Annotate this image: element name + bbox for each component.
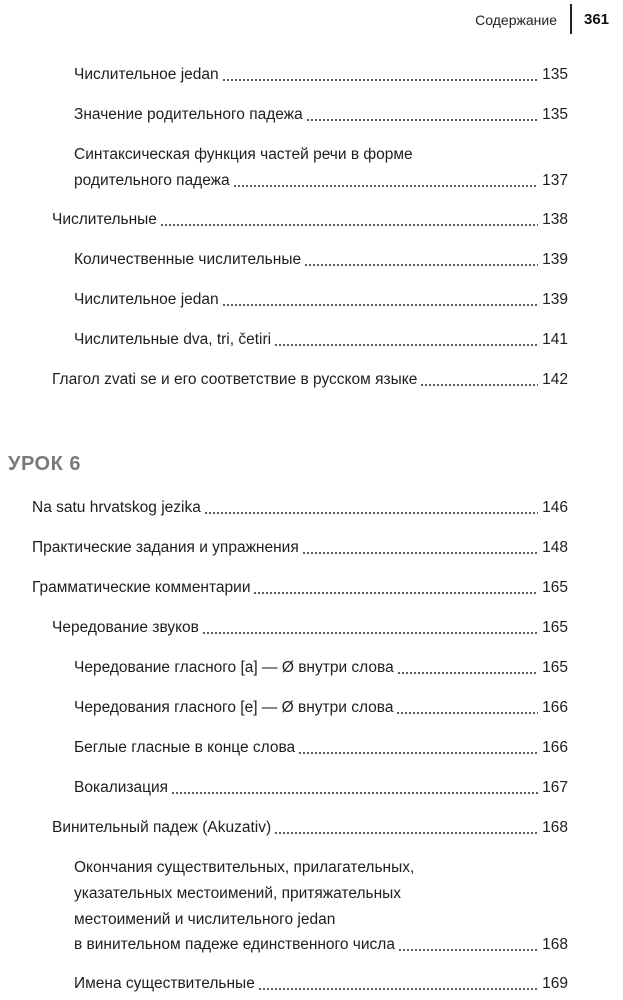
- dot-leader: [258, 988, 538, 990]
- toc-entry-title: Числительное jedan: [74, 291, 219, 308]
- dot-leader: [222, 304, 539, 306]
- toc-entry-title-line: Окончания существительных, прилагательных,: [74, 859, 415, 876]
- toc-entry-page: 169: [542, 975, 568, 992]
- toc-entry-title-line: местоимений и числительного jedan: [74, 911, 336, 928]
- running-title: Содержание: [475, 12, 557, 28]
- toc-entry[interactable]: [52, 818, 568, 838]
- toc-entry[interactable]: [32, 538, 568, 558]
- toc-entry-page: 148: [542, 539, 568, 556]
- dot-leader: [253, 592, 538, 594]
- toc-entry[interactable]: [74, 250, 568, 270]
- dot-leader: [397, 672, 538, 674]
- toc-entry-title: Количественные числительные: [74, 251, 302, 268]
- toc-entry-title-line: Синтаксическая функция частей речи в форме: [74, 146, 413, 163]
- dot-leader: [302, 552, 538, 554]
- toc-entry-page: 141: [542, 331, 568, 348]
- toc-entry-page: 165: [542, 579, 568, 596]
- toc-entry-page: 135: [542, 66, 568, 83]
- dot-leader: [298, 752, 538, 754]
- dot-leader: [274, 832, 538, 834]
- toc-entry-page: 166: [542, 699, 568, 716]
- toc-entry-page: 142: [542, 371, 568, 388]
- toc-entry-title: Имена существительные: [74, 975, 255, 992]
- lesson-heading: УРОК 6: [8, 453, 81, 475]
- dot-leader: [274, 344, 538, 346]
- toc-entry[interactable]: [52, 370, 568, 390]
- toc-entry-title: Числительные dva, tri, četiri: [74, 331, 272, 348]
- toc-entry-page: 139: [542, 291, 568, 308]
- toc-entry-page: 146: [542, 499, 568, 516]
- dot-leader: [171, 792, 538, 794]
- toc-entry[interactable]: [74, 935, 568, 955]
- dot-leader: [204, 512, 538, 514]
- toc-entry-title: Чередование звуков: [52, 619, 199, 636]
- dot-leader: [233, 185, 538, 187]
- toc-entry-title: Вокализация: [74, 779, 169, 796]
- toc-entry[interactable]: [32, 498, 568, 518]
- toc-entry-page: 165: [542, 659, 568, 676]
- toc-entry-title: Числительные: [52, 211, 157, 228]
- toc-entry[interactable]: [74, 171, 568, 191]
- toc-entry-title: Беглые гласные в конце слова: [74, 739, 296, 756]
- toc-entry-page: 165: [542, 619, 568, 636]
- toc-entry-page: 168: [542, 936, 568, 953]
- dot-leader: [222, 79, 539, 81]
- toc-entry-page: 137: [542, 172, 568, 189]
- toc-entry-page: 139: [542, 251, 568, 268]
- toc-entry[interactable]: [74, 738, 568, 758]
- dot-leader: [160, 224, 538, 226]
- toc-entry-title: Чередование гласного [a] — Ø внутри слова: [74, 659, 394, 676]
- dot-leader: [398, 949, 538, 951]
- toc-entry[interactable]: [74, 290, 568, 310]
- toc-entry-title: Глагол zvati se и его соответствие в русском языке: [52, 371, 418, 388]
- toc-entry-page: 167: [542, 779, 568, 796]
- toc-entry-title: Числительное jedan: [74, 66, 219, 83]
- toc-entry-page: 166: [542, 739, 568, 756]
- toc-entry-page: 168: [542, 819, 568, 836]
- toc-entry[interactable]: [52, 210, 568, 230]
- toc-entry-page: 138: [542, 211, 568, 228]
- dot-leader: [306, 119, 538, 121]
- dot-leader: [420, 384, 538, 386]
- toc-entry[interactable]: [74, 330, 568, 350]
- toc-entry[interactable]: [74, 698, 568, 718]
- toc-entry-title: Винительный падеж (Akuzativ): [52, 819, 272, 836]
- toc-entry-title-line: указательных местоимений, притяжательных: [74, 885, 402, 902]
- toc-entry[interactable]: [74, 105, 568, 125]
- dot-leader: [202, 632, 538, 634]
- toc-entry-title: Значение родительного падежа: [74, 106, 303, 123]
- toc-entry[interactable]: [74, 778, 568, 798]
- toc-entry-title: Грамматические комментарии: [32, 579, 251, 596]
- dot-leader: [396, 712, 538, 714]
- toc-entry-title: Практические задания и упражнения: [32, 539, 299, 556]
- page-number: 361: [584, 11, 610, 28]
- toc-entry[interactable]: [74, 974, 568, 994]
- toc-entry[interactable]: [74, 658, 568, 678]
- dot-leader: [304, 264, 538, 266]
- toc-entry-title: родительного падежа: [74, 172, 230, 189]
- toc-entry[interactable]: [52, 618, 568, 638]
- toc-entry-page: 135: [542, 106, 568, 123]
- toc-entry-title: в винительном падеже единственного числа: [74, 936, 395, 953]
- toc-entry-title: Чередования гласного [e] — Ø внутри слова: [74, 699, 394, 716]
- toc-entry[interactable]: [32, 578, 568, 598]
- toc-entry-title: Na satu hrvatskog jezika: [32, 499, 201, 516]
- toc-entry[interactable]: [74, 65, 568, 85]
